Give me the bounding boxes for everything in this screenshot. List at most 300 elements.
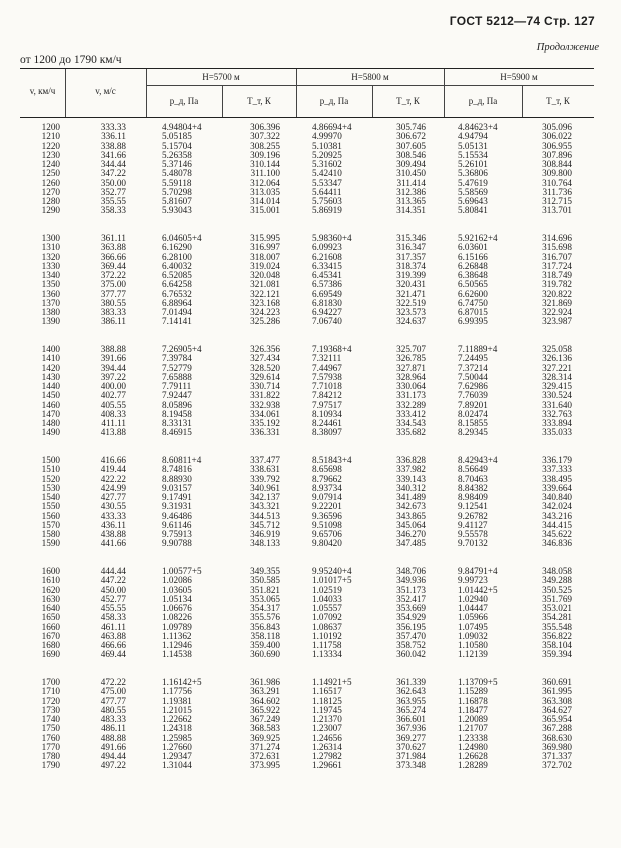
cell-p-5900: 5.58569 bbox=[458, 186, 488, 197]
cell-t-5900: 306.022 bbox=[542, 131, 572, 142]
cell-v-ms: 388.88 bbox=[100, 344, 126, 354]
cell-t-5700: 348.133 bbox=[250, 538, 280, 549]
cell-p-5900: 1.24980 bbox=[458, 741, 488, 752]
cell-p-5900: 1.07495 bbox=[458, 621, 488, 632]
cell-p-5900: 8.29345 bbox=[458, 427, 488, 438]
cell-v-kmh: 1540 bbox=[41, 492, 60, 502]
cell-v-kmh: 1440 bbox=[41, 381, 60, 391]
cell-t-5800: 373.348 bbox=[396, 760, 426, 771]
cell-p-5900: 6.74750 bbox=[458, 297, 488, 308]
cell-v-ms: 413.88 bbox=[100, 427, 126, 438]
cell-v-ms: 333.33 bbox=[100, 122, 126, 132]
cell-t-5700: 334.061 bbox=[250, 408, 280, 419]
range-label: от 1200 до 1790 км/ч bbox=[20, 54, 122, 66]
cell-v-kmh: 1520 bbox=[41, 473, 60, 484]
cell-t-5900: 311.736 bbox=[542, 186, 572, 197]
cell-t-5700: 319.024 bbox=[250, 260, 280, 271]
cell-p-5900: 7.50044 bbox=[458, 371, 488, 382]
cell-p-5800: 9.65706 bbox=[312, 529, 342, 539]
cell-p-5700: 8.60811+4 bbox=[162, 455, 202, 465]
cell-p-5700: 1.02086 bbox=[162, 575, 192, 586]
cell-p-5700: 8.33131 bbox=[162, 418, 192, 428]
cell-t-5700: 369.925 bbox=[250, 732, 280, 743]
cell-v-ms: 475.00 bbox=[100, 686, 126, 697]
cell-p-5900: 8.42943+4 bbox=[458, 455, 498, 465]
cell-t-5800: 331.173 bbox=[396, 390, 426, 401]
cell-v-ms: 394.44 bbox=[100, 362, 126, 373]
cell-t-5800: 343.865 bbox=[396, 510, 426, 521]
cell-t-5800: 347.485 bbox=[396, 538, 426, 549]
cell-p-5900: 9.12541 bbox=[458, 501, 488, 512]
cell-v-kmh: 1370 bbox=[41, 297, 60, 308]
cell-p-5900: 7.62986 bbox=[458, 381, 488, 391]
cell-p-5800: 1.24656 bbox=[312, 732, 342, 743]
cell-t-5800: 321.471 bbox=[396, 288, 426, 299]
cell-v-kmh: 1300 bbox=[41, 233, 60, 243]
cell-v-kmh: 1690 bbox=[41, 649, 60, 660]
cell-v-kmh: 1450 bbox=[41, 390, 60, 401]
cell-v-kmh: 1220 bbox=[41, 140, 60, 151]
cell-p-5800: 5.42410 bbox=[312, 168, 342, 179]
cell-t-5900: 320.822 bbox=[542, 288, 572, 299]
cell-t-5900: 321.869 bbox=[542, 297, 572, 308]
cell-v-ms: 422.22 bbox=[100, 473, 126, 484]
col-vkmh-header: v, км/ч bbox=[29, 86, 56, 96]
cell-p-5700: 9.17491 bbox=[162, 492, 192, 502]
cell-v-ms: 344.44 bbox=[100, 159, 126, 169]
cell-p-5800: 1.13334 bbox=[312, 649, 342, 660]
cell-t-5900: 361.995 bbox=[542, 686, 572, 697]
cell-t-5700: 331.822 bbox=[250, 390, 280, 401]
cell-p-5700: 7.92447 bbox=[162, 390, 192, 401]
cell-t-5800: 356.195 bbox=[396, 621, 426, 632]
cell-v-ms: 411.11 bbox=[101, 418, 126, 428]
cell-p-5700: 6.28100 bbox=[162, 251, 192, 262]
cell-p-5800: 6.21608 bbox=[312, 251, 342, 262]
cell-p-5700: 1.24318 bbox=[162, 723, 192, 734]
cell-t-5700: 315.995 bbox=[250, 233, 280, 243]
cell-t-5800: 346.270 bbox=[396, 529, 426, 539]
cell-t-5700: 315.001 bbox=[250, 205, 280, 216]
cell-v-ms: 452.77 bbox=[100, 593, 126, 604]
cell-p-5900: 9.84791+4 bbox=[458, 566, 498, 576]
cell-v-kmh: 1630 bbox=[41, 593, 60, 604]
cell-p-5800: 6.69549 bbox=[312, 288, 342, 299]
cell-t-5900: 348.058 bbox=[542, 566, 572, 576]
cell-p-5700: 1.03605 bbox=[162, 584, 192, 595]
continuation-label: Продолжение bbox=[536, 42, 599, 53]
cell-t-5800: 366.601 bbox=[396, 714, 426, 724]
cell-v-ms: 458.33 bbox=[100, 612, 126, 623]
cell-p-5700: 9.75913 bbox=[162, 529, 192, 539]
cell-v-kmh: 1420 bbox=[41, 362, 60, 373]
cell-p-5900: 4.84623+4 bbox=[458, 122, 498, 132]
cell-v-kmh: 1760 bbox=[41, 732, 60, 743]
cell-p-5800: 1.19745 bbox=[312, 704, 342, 715]
cell-v-kmh: 1250 bbox=[41, 168, 60, 179]
cell-p-5800: 7.44967 bbox=[312, 362, 342, 373]
column-t-5800 bbox=[368, 123, 426, 771]
cell-p-5700: 8.05896 bbox=[162, 399, 192, 410]
cell-t-5800: 370.627 bbox=[396, 741, 426, 752]
cell-v-ms: 386.11 bbox=[101, 316, 126, 327]
cell-t-5800: 342.673 bbox=[396, 501, 426, 512]
cell-p-5700: 1.05134 bbox=[162, 593, 192, 604]
cell-t-5700: 327.434 bbox=[250, 353, 280, 364]
cell-t-5800: 365.274 bbox=[396, 704, 426, 715]
cell-t-5800: 363.955 bbox=[396, 695, 426, 706]
cell-t-5700: 332.938 bbox=[250, 399, 280, 410]
cell-v-ms: 416.66 bbox=[100, 455, 126, 465]
cell-p-5900: 7.37214 bbox=[458, 362, 488, 373]
cell-t-5800: 348.706 bbox=[396, 566, 426, 576]
cell-t-5700: 338.631 bbox=[250, 464, 280, 475]
cell-t-5900: 316.707 bbox=[542, 251, 572, 262]
page-header: ГОСТ 5212—74 Стр. 127 bbox=[449, 14, 595, 28]
cell-p-5700: 5.05185 bbox=[162, 131, 192, 142]
cell-p-5700: 5.59118 bbox=[162, 177, 192, 188]
cell-t-5900: 371.337 bbox=[542, 751, 572, 761]
cell-t-5900: 333.894 bbox=[542, 418, 572, 428]
cell-t-5700: 306.396 bbox=[250, 122, 280, 132]
cell-v-ms: 383.33 bbox=[100, 307, 126, 317]
cell-t-5900: 350.525 bbox=[542, 584, 572, 595]
cell-v-kmh: 1350 bbox=[41, 279, 60, 290]
cell-t-5800: 341.489 bbox=[396, 492, 426, 502]
cell-t-5700: 356.843 bbox=[250, 621, 280, 632]
cell-t-5700: 321.081 bbox=[250, 279, 280, 290]
cell-t-5800: 335.682 bbox=[396, 427, 426, 438]
cell-p-5700: 8.88930 bbox=[162, 473, 192, 484]
cell-v-ms: 430.55 bbox=[100, 501, 126, 512]
cell-t-5900: 353.021 bbox=[542, 603, 572, 613]
cell-t-5900: 342.024 bbox=[542, 501, 572, 512]
cell-t-5700: 307.322 bbox=[250, 131, 280, 142]
cell-p-5900: 5.69643 bbox=[458, 196, 488, 206]
cell-v-ms: 361.11 bbox=[101, 233, 126, 243]
cell-p-5800: 1.14921+5 bbox=[312, 677, 352, 687]
cell-t-5900: 368.630 bbox=[542, 732, 572, 743]
column-v-kmh bbox=[20, 123, 60, 771]
cell-t-5700: 367.249 bbox=[250, 714, 280, 724]
cell-t-5900: 308.844 bbox=[542, 159, 572, 169]
cell-t-5700: 363.291 bbox=[250, 686, 280, 697]
cell-t-5700: 343.321 bbox=[250, 501, 280, 512]
cell-t-5700: 373.995 bbox=[250, 760, 280, 771]
cell-p-5800: 6.33415 bbox=[312, 260, 342, 271]
cell-p-5900: 5.47619 bbox=[458, 177, 488, 188]
cell-t-5900: 360.691 bbox=[542, 677, 572, 687]
cell-v-ms: 347.22 bbox=[100, 168, 126, 179]
cell-t-5900: 309.800 bbox=[542, 168, 572, 179]
cell-p-5800: 5.64411 bbox=[312, 186, 342, 197]
cell-p-5900: 1.15289 bbox=[458, 686, 488, 697]
cell-p-5900: 1.09032 bbox=[458, 630, 488, 641]
cell-t-5700: 310.144 bbox=[250, 159, 280, 169]
cell-p-5700: 1.08226 bbox=[162, 612, 192, 623]
cell-p-5800: 1.26314 bbox=[312, 741, 342, 752]
cell-p-5700: 5.81607 bbox=[162, 196, 192, 206]
cell-t-5900: 307.896 bbox=[542, 149, 572, 160]
cell-t-5700: 350.585 bbox=[250, 575, 280, 586]
cell-v-kmh: 1260 bbox=[41, 177, 60, 188]
cell-p-5700: 1.09789 bbox=[162, 621, 192, 632]
cell-p-5700: 7.14141 bbox=[162, 316, 192, 327]
cell-t-5800: 315.346 bbox=[396, 233, 426, 243]
cell-p-5800: 1.16517 bbox=[312, 686, 342, 697]
cell-t-5700: 345.712 bbox=[250, 519, 280, 530]
cell-t-5800: 323.573 bbox=[396, 307, 426, 317]
cell-p-5700: 6.88964 bbox=[162, 297, 192, 308]
cell-v-kmh: 1380 bbox=[41, 307, 60, 317]
cell-p-5800: 1.21370 bbox=[312, 714, 342, 724]
cell-p-5800: 9.95240+4 bbox=[312, 566, 352, 576]
cell-p-5800: 9.22201 bbox=[312, 501, 342, 512]
cell-t-5800: 339.143 bbox=[396, 473, 426, 484]
cell-p-5900: 5.92162+4 bbox=[458, 233, 498, 243]
cell-p-5900: 4.94794 bbox=[458, 131, 488, 142]
cell-p-5900: 7.24495 bbox=[458, 353, 488, 364]
cell-v-ms: 480.55 bbox=[100, 704, 126, 715]
cell-t-5900: 329.415 bbox=[542, 381, 572, 391]
cell-p-5700: 9.61146 bbox=[162, 519, 192, 530]
cell-p-5700: 9.46486 bbox=[162, 510, 192, 521]
cell-p-5700: 6.76532 bbox=[162, 288, 192, 299]
cell-t-5700: 335.192 bbox=[250, 418, 280, 428]
cell-t-5800: 306.672 bbox=[396, 131, 426, 142]
cell-t-5900: 358.104 bbox=[542, 640, 572, 650]
cell-p-5900: 5.15534 bbox=[458, 149, 488, 160]
cell-v-kmh: 1670 bbox=[41, 630, 60, 641]
group-3-header: H=5900 м bbox=[500, 72, 538, 82]
cell-p-5800: 1.08637 bbox=[312, 621, 342, 632]
cell-t-5800: 305.746 bbox=[396, 122, 426, 132]
cell-v-kmh: 1640 bbox=[41, 603, 60, 613]
cell-t-5700: 309.196 bbox=[250, 149, 280, 160]
cell-p-5700: 1.12946 bbox=[162, 640, 192, 650]
cell-t-5800: 360.042 bbox=[396, 649, 426, 660]
cell-p-5800: 9.80420 bbox=[312, 538, 342, 549]
cell-t-5800: 312.386 bbox=[396, 186, 426, 197]
cell-t-5800: 334.543 bbox=[396, 418, 426, 428]
cell-v-kmh: 1290 bbox=[41, 205, 60, 216]
cell-p-5900: 6.15166 bbox=[458, 251, 488, 262]
cell-v-ms: 486.11 bbox=[101, 723, 126, 734]
cell-p-5900: 1.20089 bbox=[458, 714, 488, 724]
cell-t-5800: 324.637 bbox=[396, 316, 426, 327]
cell-p-5700: 1.00577+5 bbox=[162, 566, 202, 576]
group-3-t-header: T_т, К bbox=[546, 96, 570, 106]
cell-p-5900: 1.01442+5 bbox=[458, 584, 498, 595]
cell-t-5700: 364.602 bbox=[250, 695, 280, 706]
cell-v-kmh: 1700 bbox=[41, 677, 60, 687]
cell-t-5800: 333.412 bbox=[396, 408, 426, 419]
cell-t-5900: 351.769 bbox=[542, 593, 572, 604]
cell-p-5700: 1.27660 bbox=[162, 741, 192, 752]
cell-v-ms: 444.44 bbox=[100, 566, 126, 576]
cell-p-5700: 6.04605+4 bbox=[162, 233, 202, 243]
cell-t-5900: 310.764 bbox=[542, 177, 572, 188]
cell-p-5800: 8.93734 bbox=[312, 482, 342, 493]
cell-p-5900: 7.11889+4 bbox=[458, 344, 498, 354]
cell-v-kmh: 1400 bbox=[41, 344, 60, 354]
cell-p-5900: 5.36806 bbox=[458, 168, 488, 179]
cell-v-ms: 363.88 bbox=[100, 242, 126, 253]
cell-t-5700: 371.274 bbox=[250, 741, 280, 752]
cell-p-5900: 1.12139 bbox=[458, 649, 488, 660]
cell-t-5900: 340.840 bbox=[542, 492, 572, 502]
cell-v-kmh: 1780 bbox=[41, 751, 60, 761]
cell-t-5700: 351.821 bbox=[250, 584, 280, 595]
cell-t-5900: 332.763 bbox=[542, 408, 572, 419]
cell-p-5700: 8.74816 bbox=[162, 464, 192, 475]
cell-t-5700: 368.583 bbox=[250, 723, 280, 734]
cell-v-ms: 469.44 bbox=[100, 649, 126, 660]
cell-t-5700: 330.714 bbox=[250, 381, 280, 391]
cell-t-5700: 322.121 bbox=[250, 288, 280, 299]
cell-t-5800: 314.351 bbox=[396, 205, 426, 216]
cell-v-ms: 355.55 bbox=[100, 196, 126, 206]
cell-v-ms: 424.99 bbox=[100, 482, 126, 493]
cell-t-5900: 367.288 bbox=[542, 723, 572, 734]
cell-t-5900: 305.096 bbox=[542, 122, 572, 132]
cell-p-5800: 1.29661 bbox=[312, 760, 342, 771]
cell-v-kmh: 1650 bbox=[41, 612, 60, 623]
cell-v-kmh: 1740 bbox=[41, 714, 60, 724]
cell-p-5700: 5.70298 bbox=[162, 186, 192, 197]
cell-t-5700: 346.919 bbox=[250, 529, 280, 539]
group-2-header: H=5800 м bbox=[351, 72, 389, 82]
cell-t-5900: 356.822 bbox=[542, 630, 572, 641]
cell-t-5700: 355.576 bbox=[250, 612, 280, 623]
cell-v-kmh: 1340 bbox=[41, 270, 60, 280]
cell-p-5800: 7.06740 bbox=[312, 316, 342, 327]
cell-t-5700: 336.331 bbox=[250, 427, 280, 438]
cell-v-kmh: 1280 bbox=[41, 196, 60, 206]
cell-p-5800: 6.94227 bbox=[312, 307, 342, 317]
cell-p-5900: 6.03601 bbox=[458, 242, 488, 253]
cell-v-ms: 369.44 bbox=[100, 260, 126, 271]
cell-v-kmh: 1430 bbox=[41, 371, 60, 382]
cell-t-5800: 326.785 bbox=[396, 353, 426, 364]
cell-v-ms: 438.88 bbox=[100, 529, 126, 539]
cell-v-ms: 338.88 bbox=[100, 140, 126, 151]
cell-t-5900: 369.980 bbox=[542, 741, 572, 752]
cell-t-5700: 329.614 bbox=[250, 371, 280, 382]
cell-v-ms: 397.22 bbox=[100, 371, 126, 382]
cell-p-5900: 1.05966 bbox=[458, 612, 488, 623]
cell-p-5700: 7.79111 bbox=[162, 381, 192, 391]
group-1-t-header: T_т, К bbox=[247, 96, 271, 106]
cell-t-5900: 343.216 bbox=[542, 510, 572, 521]
cell-p-5700: 1.31044 bbox=[162, 760, 192, 771]
cell-p-5900: 1.10580 bbox=[458, 640, 488, 650]
cell-p-5900: 9.99723 bbox=[458, 575, 488, 586]
cell-v-kmh: 1310 bbox=[41, 242, 60, 253]
cell-v-kmh: 1320 bbox=[41, 251, 60, 262]
cell-p-5800: 5.31602 bbox=[312, 159, 342, 169]
cell-v-kmh: 1620 bbox=[41, 584, 60, 595]
divider bbox=[146, 85, 594, 86]
cell-v-kmh: 1230 bbox=[41, 149, 60, 160]
cell-v-ms: 436.11 bbox=[101, 519, 126, 530]
cell-v-kmh: 1590 bbox=[41, 538, 60, 549]
cell-v-ms: 488.88 bbox=[100, 732, 126, 743]
cell-p-5700: 5.37146 bbox=[162, 159, 192, 169]
cell-p-5900: 1.28289 bbox=[458, 760, 488, 771]
cell-p-5700: 5.26358 bbox=[162, 149, 192, 160]
cell-p-5700: 7.39784 bbox=[162, 353, 192, 364]
cell-p-5800: 1.04033 bbox=[312, 593, 342, 604]
cell-p-5900: 7.89201 bbox=[458, 399, 488, 410]
table-header bbox=[20, 68, 594, 118]
cell-p-5800: 9.07914 bbox=[312, 492, 342, 502]
cell-v-kmh: 1200 bbox=[41, 122, 60, 132]
cell-p-5800: 1.07092 bbox=[312, 612, 342, 623]
cell-t-5900: 349.288 bbox=[542, 575, 572, 586]
cell-p-5700: 4.94804+4 bbox=[162, 122, 202, 132]
cell-v-kmh: 1490 bbox=[41, 427, 60, 438]
cell-p-5700: 7.52779 bbox=[162, 362, 192, 373]
cell-v-ms: 497.22 bbox=[100, 760, 126, 771]
cell-p-5900: 8.70463 bbox=[458, 473, 488, 484]
cell-t-5800: 369.277 bbox=[396, 732, 426, 743]
cell-p-5900: 8.02474 bbox=[458, 408, 488, 419]
cell-t-5700: 314.014 bbox=[250, 196, 280, 206]
cell-p-5900: 1.23338 bbox=[458, 732, 488, 743]
cell-v-ms: 433.33 bbox=[100, 510, 126, 521]
cell-p-5900: 5.05131 bbox=[458, 140, 488, 151]
cell-t-5800: 322.519 bbox=[396, 297, 426, 308]
cell-p-5700: 7.65888 bbox=[162, 371, 192, 382]
cell-t-5800: 310.450 bbox=[396, 168, 426, 179]
group-3-p-header: p_д, Па bbox=[468, 96, 498, 106]
cell-v-ms: 419.44 bbox=[100, 464, 126, 475]
cell-t-5900: 326.136 bbox=[542, 353, 572, 364]
cell-t-5800: 330.064 bbox=[396, 381, 426, 391]
cell-v-kmh: 1730 bbox=[41, 704, 60, 715]
cell-p-5800: 1.02519 bbox=[312, 584, 342, 595]
cell-t-5700: 361.986 bbox=[250, 677, 280, 687]
cell-t-5800: 313.365 bbox=[396, 196, 426, 206]
cell-p-5800: 6.45341 bbox=[312, 270, 342, 280]
cell-t-5700: 311.100 bbox=[250, 168, 280, 179]
cell-p-5800: 8.38097 bbox=[312, 427, 342, 438]
col-vms-header: v, м/с bbox=[95, 86, 116, 96]
cell-t-5900: 346.836 bbox=[542, 538, 572, 549]
cell-p-5900: 1.02940 bbox=[458, 593, 488, 604]
cell-p-5800: 1.01017+5 bbox=[312, 575, 352, 586]
cell-t-5800: 332.289 bbox=[396, 399, 426, 410]
cell-v-ms: 400.00 bbox=[100, 381, 126, 391]
cell-p-5800: 6.09923 bbox=[312, 242, 342, 253]
cell-v-ms: 466.66 bbox=[100, 640, 126, 650]
cell-t-5800: 358.752 bbox=[396, 640, 426, 650]
group-2-t-header: T_т, К bbox=[396, 96, 420, 106]
cell-t-5700: 372.631 bbox=[250, 751, 280, 761]
cell-p-5900: 9.26782 bbox=[458, 510, 488, 521]
cell-p-5900: 1.04447 bbox=[458, 603, 488, 613]
cell-t-5900: 327.221 bbox=[542, 362, 572, 373]
cell-t-5800: 317.357 bbox=[396, 251, 426, 262]
cell-v-kmh: 1210 bbox=[41, 131, 60, 142]
cell-t-5700: 337.477 bbox=[250, 455, 280, 465]
cell-v-kmh: 1330 bbox=[41, 260, 60, 271]
cell-p-5800: 8.79662 bbox=[312, 473, 342, 484]
cell-v-kmh: 1710 bbox=[41, 686, 60, 697]
cell-v-ms: 375.00 bbox=[100, 279, 126, 290]
cell-p-5800: 9.36596 bbox=[312, 510, 342, 521]
